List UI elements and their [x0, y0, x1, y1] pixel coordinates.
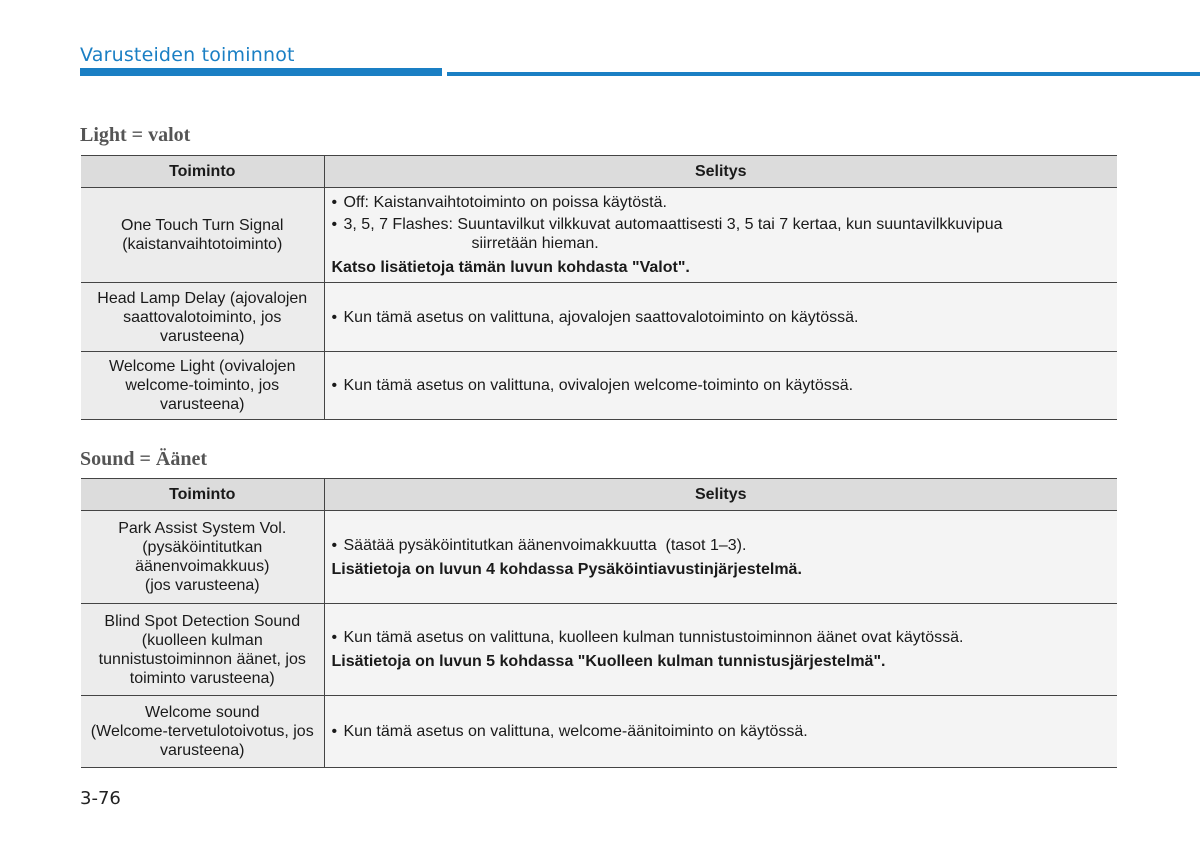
bullet-icon: •	[331, 194, 338, 211]
column-header-function: Toiminto	[81, 479, 324, 511]
function-name: Blind Spot Detection Sound (kuolleen kulman tunnistustoiminnon äänet, jos toiminto varusteena)	[98, 612, 306, 687]
bullet-continuation: siirretään hieman.	[471, 235, 599, 252]
description-cell	[324, 283, 1117, 352]
table-header-row	[81, 156, 1117, 188]
header-rule-thick	[80, 68, 442, 76]
function-name: One Touch Turn Signal (kaistanvaihtotoiminto)	[121, 217, 284, 253]
bullet-icon: •	[331, 536, 338, 554]
table-row	[81, 511, 1117, 604]
reference-note: Lisätietoja on luvun 4 kohdassa Pysäköintiavustinjärjestelmä.	[331, 560, 802, 578]
sound-settings-table	[81, 478, 1117, 768]
table-row	[81, 696, 1117, 768]
bullet-icon: •	[331, 723, 338, 740]
column-header-description: Selitys	[324, 479, 1117, 511]
bullet-icon: •	[331, 629, 338, 646]
table-row	[81, 188, 1117, 283]
column-header-description: Selitys	[324, 156, 1117, 188]
function-name: Head Lamp Delay (ajovalojen saattovalotoiminto, jos varusteena)	[97, 289, 308, 345]
description-cell	[324, 604, 1117, 696]
reference-note: Katso lisätietoja tämän luvun kohdasta "Valot".	[331, 259, 690, 276]
function-name: Welcome sound (Welcome-tervetulotoivotus, jos varusteena)	[90, 704, 314, 759]
light-settings-table	[81, 155, 1117, 420]
function-cell	[81, 352, 324, 420]
bullet-item: • Kun tämä asetus on valittuna, ovivalojen welcome-toiminto on käytössä.	[331, 377, 854, 394]
reference-note: Lisätietoja on luvun 5 kohdassa "Kuolleen kulman tunnistusjärjestelmä".	[331, 653, 886, 670]
function-name: Welcome Light (ovivalojen welcome-toiminto, jos varusteena)	[109, 358, 296, 413]
table-header-row	[81, 479, 1117, 511]
table-row	[81, 352, 1117, 420]
table-row	[81, 604, 1117, 696]
description-cell	[324, 696, 1117, 768]
description-cell	[324, 188, 1117, 283]
function-cell	[81, 511, 324, 604]
bullet-icon: •	[331, 377, 338, 394]
bullet-item: • Säätää pysäköintitutkan äänenvoimakkuutta (tasot 1–3).	[331, 536, 747, 554]
description-cell	[324, 511, 1117, 604]
function-cell	[81, 696, 324, 768]
bullet-item: • Kun tämä asetus on valittuna, ajovalojen saattovalotoiminto on käytössä.	[331, 308, 859, 326]
section-header-title: Varusteiden toiminnot	[80, 44, 295, 66]
function-cell	[81, 188, 324, 283]
table-row	[81, 283, 1117, 352]
bullet-item: • 3, 5, 7 Flashes: Suuntavilkut vilkkuvat automaattisesti 3, 5 tai 7 kertaa, kun suuntavilkkuvipua	[331, 216, 1003, 233]
column-header-function: Toiminto	[81, 156, 324, 188]
bullet-item: • Kun tämä asetus on valittuna, welcome-äänitoiminto on käytössä.	[331, 723, 808, 740]
bullet-item: • Kun tämä asetus on valittuna, kuolleen kulman tunnistustoiminnon äänet ovat käytössä.	[331, 629, 964, 646]
bullet-item: • Off: Kaistanvaihtotoiminto on poissa käytöstä.	[331, 194, 667, 211]
page-number: 3-76	[80, 788, 121, 809]
sound-section-heading: Sound = Äänet	[80, 448, 207, 470]
light-section-heading: Light = valot	[80, 124, 191, 146]
header-rule-thin	[447, 72, 1200, 76]
function-cell	[81, 604, 324, 696]
description-cell	[324, 352, 1117, 420]
bullet-icon: •	[331, 308, 338, 326]
function-cell	[81, 283, 324, 352]
bullet-icon: •	[331, 216, 338, 233]
function-name: Park Assist System Vol. (pysäköintitutkan äänenvoimakkuus) (jos varusteena)	[118, 520, 287, 594]
